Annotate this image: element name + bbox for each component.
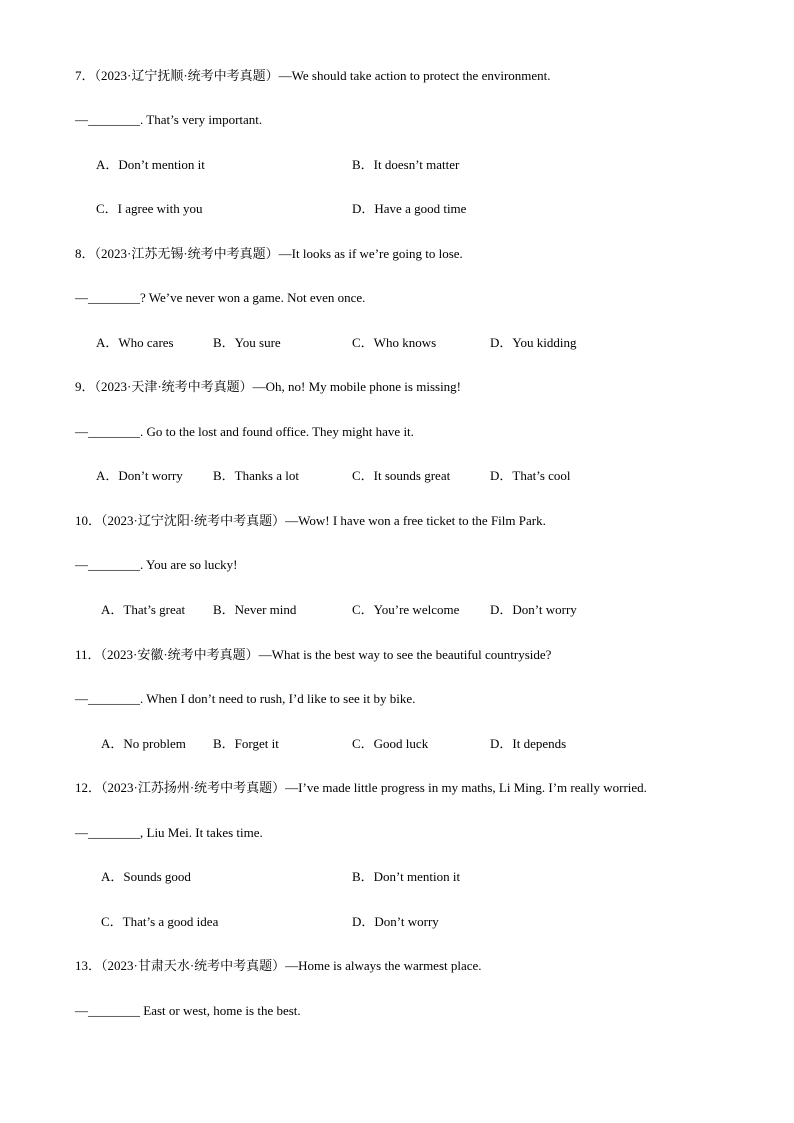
question-12-option-c: C．That’s a good idea [101,914,219,929]
question-9-option-a: A．Don’t worry [96,468,183,483]
question-10-option-c: C．You’re welcome [352,602,460,617]
question-12-option-a: A．Sounds good [101,869,191,884]
question-9-option-d: D．That’s cool [490,468,571,483]
question-11-option-a: A．No problem [101,736,186,751]
question-8-answer-line: —________? We’ve never won a game. Not even once. [75,290,366,305]
question-8-option-a: A．Who cares [96,335,174,350]
question-13-stem: 13．（2023·甘肃天水·统考中考真题）—Home is always the warmest place. [75,958,482,973]
question-8-stem: 8．（2023·江苏无锡·统考中考真题）—It looks as if we’re going to lose. [75,246,463,261]
question-7-stem: 7．（2023·辽宁抚顺·统考中考真题）—We should take action to protect the environment. [75,68,551,83]
question-10-option-d: D．Don’t worry [490,602,577,617]
question-9-option-c: C．It sounds great [352,468,451,483]
question-7-option-d: D．Have a good time [352,201,467,216]
question-7-option-c: C．I agree with you [96,201,203,216]
question-7-answer-line: —________. That’s very important. [75,112,263,127]
question-11-option-b: B．Forget it [213,736,279,751]
question-10-answer-line: —________. You are so lucky! [75,557,238,572]
question-12-option-b: B．Don’t mention it [352,869,461,884]
question-8-option-b: B．You sure [213,335,281,350]
question-11-option-c: C．Good luck [352,736,429,751]
question-8-option-d: D．You kidding [490,335,577,350]
question-12-stem: 12．（2023·江苏扬州·统考中考真题）—I’ve made little progress in my maths, Li Ming. I’m really worried. [75,780,647,795]
question-10-option-a: A．That’s great [101,602,186,617]
question-11-answer-line: —________. When I don’t need to rush, I’d like to see it by bike. [75,691,416,706]
question-7-option-a: A．Don’t mention it [96,157,205,172]
question-11-option-d: D．It depends [490,736,567,751]
question-9-answer-line: —________. Go to the lost and found office. They might have it. [75,424,414,439]
question-7-option-b: B．It doesn’t matter [352,157,460,172]
question-10-stem: 10．（2023·辽宁沈阳·统考中考真题）—Wow! I have won a free ticket to the Film Park. [75,513,546,528]
question-9-option-b: B．Thanks a lot [213,468,299,483]
question-8-option-c: C．Who knows [352,335,437,350]
question-10-option-b: B．Never mind [213,602,297,617]
question-11-stem: 11．（2023·安徽·统考中考真题）—What is the best way to see the beautiful countryside? [75,647,552,662]
question-12-option-d: D．Don’t worry [352,914,439,929]
question-13-answer-line: —________ East or west, home is the best. [75,1003,301,1018]
question-9-stem: 9．（2023·天津·统考中考真题）—Oh, no! My mobile phone is missing! [75,379,462,394]
question-12-answer-line: —________, Liu Mei. It takes time. [75,825,263,840]
